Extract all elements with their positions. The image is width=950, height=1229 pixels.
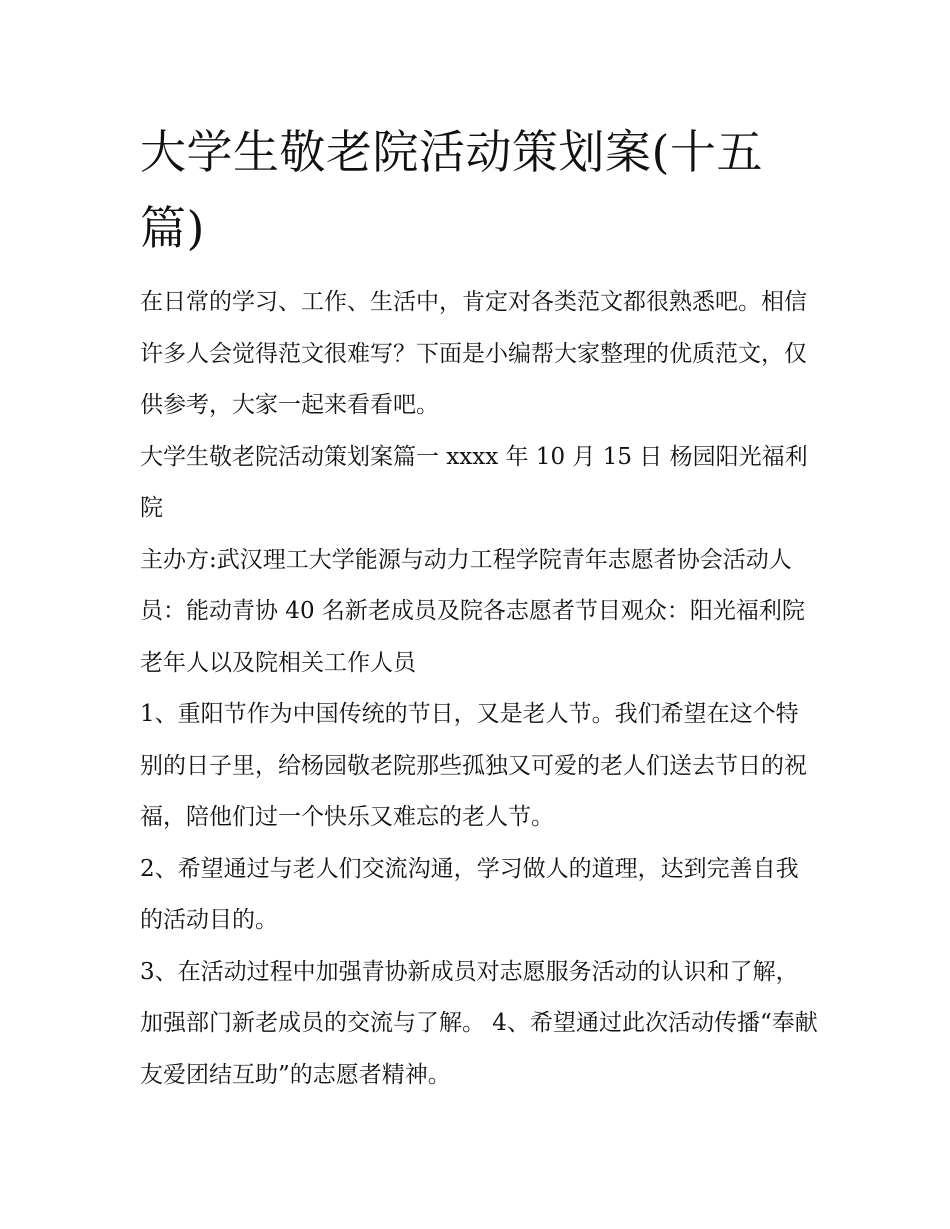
document-title: 大学生敬老院活动策划案(十五篇) [140, 125, 763, 255]
organizer-paragraph: 主办方:武汉理工大学能源与动力工程学院青年志愿者协会活动人员：能动青协 40 名新老成员及院各志愿者节目观众：阳光福利院老年人以及院相关工作人员 [140, 546, 805, 676]
intro-paragraph: 在日常的学习、工作、生活中，肯定对各类范文都很熟悉吧。相信许多人会觉得范文很难写？下面是小编帮大家整理的优质范文，仅供参考，大家一起来看看吧。 [140, 289, 807, 418]
section-heading-paragraph: 大学生敬老院活动策划案篇一 xxxx 年 10 月 15 日 杨园阳光福利院 [140, 443, 808, 521]
document-body [140, 277, 820, 1101]
purpose-item-3-4: 3、在活动过程中加强青协新成员对志愿服务活动的认识和了解，加强部门新老成员的交流与了解。 4、希望通过此次活动传播“奉献友爱团结互助”的志愿者精神。 [140, 958, 818, 1088]
purpose-item-1: 1、重阳节作为中国传统的节日，又是老人节。我们希望在这个特别的日子里，给杨园敬老院那些孤独又可爱的老人们送去节日的祝福，陪他们过一个快乐又难忘的老人节。 [140, 701, 807, 830]
purpose-item-2: 2、希望通过与老人们交流沟通，学习做人的道理，达到完善自我的活动目的。 [140, 855, 799, 933]
